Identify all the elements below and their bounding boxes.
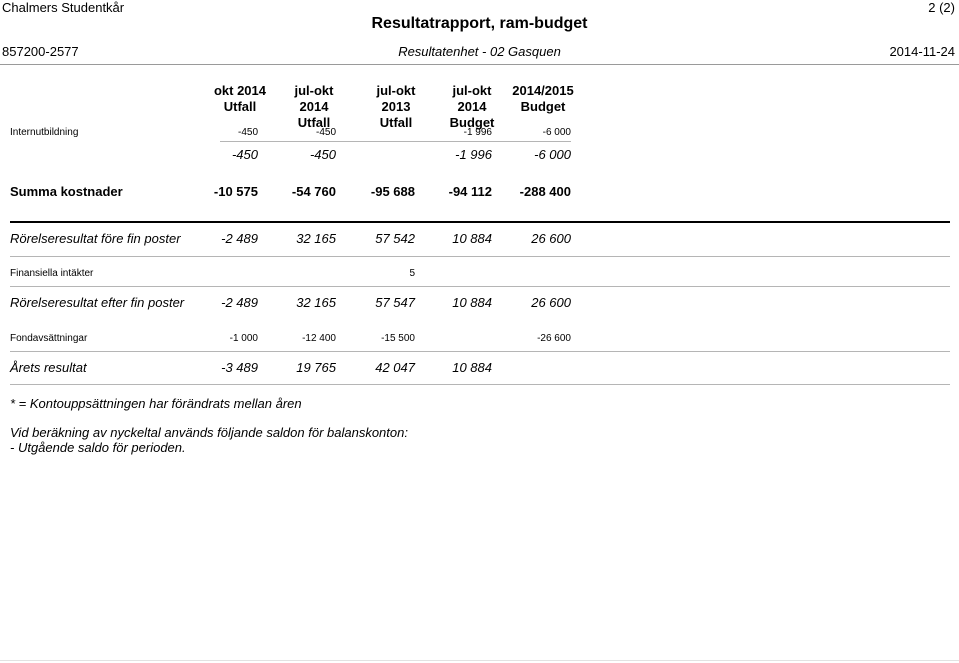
- cell: 32 165: [296, 295, 336, 310]
- page-number: 2 (2): [928, 0, 955, 15]
- cell: 32 165: [296, 231, 336, 246]
- cell: -26 600: [537, 333, 571, 344]
- cell: -1 000: [229, 333, 258, 344]
- subtotal-divider: [220, 141, 571, 142]
- organization-name: Chalmers Studentkår: [2, 0, 125, 15]
- footnote-account-change: * = Kontouppsättningen har förändrats mellan åren: [10, 396, 302, 411]
- page-bottom-border: [0, 660, 959, 661]
- cell: 26 600: [531, 231, 571, 246]
- cell: -95 688: [370, 184, 415, 199]
- column-header-4: jul-okt 2014 Budget: [449, 83, 495, 130]
- row-label-finansiella: Finansiella intäkter: [10, 268, 94, 279]
- row-label-arets-resultat: Årets resultat: [10, 360, 87, 375]
- cell: -450: [231, 147, 258, 162]
- cell: 57 542: [375, 231, 415, 246]
- row-label-internutbildning: Internutbildning: [10, 127, 79, 138]
- cell: -10 575: [213, 184, 258, 199]
- section-divider: [10, 221, 950, 223]
- row-divider: [10, 256, 950, 257]
- row-label-summa-kostnader: Summa kostnader: [10, 184, 123, 199]
- cell: 10 884: [452, 295, 492, 310]
- column-header-5: 2014/2015 Budget: [512, 83, 574, 114]
- cell: 5: [409, 268, 415, 279]
- footnote-closing-balance: - Utgående saldo för perioden.: [10, 440, 186, 455]
- report-date: 2014-11-24: [889, 44, 955, 59]
- account-number: 857200-2577: [2, 44, 79, 59]
- cell: -450: [309, 147, 336, 162]
- cell: -1 996: [463, 127, 492, 138]
- cell: -6 000: [542, 127, 571, 138]
- cell: -6 000: [534, 147, 571, 162]
- row-divider: [10, 351, 950, 352]
- header-divider: [0, 64, 959, 65]
- cell: -1 996: [455, 147, 492, 162]
- cell: -2 489: [221, 295, 258, 310]
- cell: 19 765: [296, 360, 336, 375]
- cell: -12 400: [302, 333, 336, 344]
- cell: 57 547: [375, 295, 415, 310]
- column-header-3: jul-okt 2013 Utfall: [376, 83, 416, 130]
- cell: -15 500: [381, 333, 415, 344]
- cell: 42 047: [375, 360, 415, 375]
- cell: -288 400: [519, 184, 571, 199]
- cell: -2 489: [221, 231, 258, 246]
- row-divider: [10, 286, 950, 287]
- result-unit: Resultatenhet - 02 Gasquen: [398, 44, 561, 59]
- cell: -94 112: [448, 184, 492, 199]
- cell: -3 489: [221, 360, 258, 375]
- row-divider: [10, 384, 950, 385]
- cell: 26 600: [531, 295, 571, 310]
- cell: -450: [315, 127, 336, 138]
- row-label-rorelse-fore: Rörelseresultat före fin poster: [10, 231, 181, 246]
- report-title: Resultatrapport, ram-budget: [371, 15, 588, 32]
- footnote-key-figures: Vid beräkning av nyckeltal används följande saldon för balanskonton:: [10, 425, 408, 440]
- cell: -54 760: [291, 184, 336, 199]
- cell: 10 884: [452, 360, 492, 375]
- column-header-1: okt 2014 Utfall: [213, 83, 267, 114]
- cell: 10 884: [452, 231, 492, 246]
- column-header-2: jul-okt 2014 Utfall: [294, 83, 334, 130]
- row-label-fondavsattningar: Fondavsättningar: [10, 333, 88, 344]
- row-label-rorelse-efter: Rörelseresultat efter fin poster: [10, 295, 185, 310]
- cell: -450: [237, 127, 258, 138]
